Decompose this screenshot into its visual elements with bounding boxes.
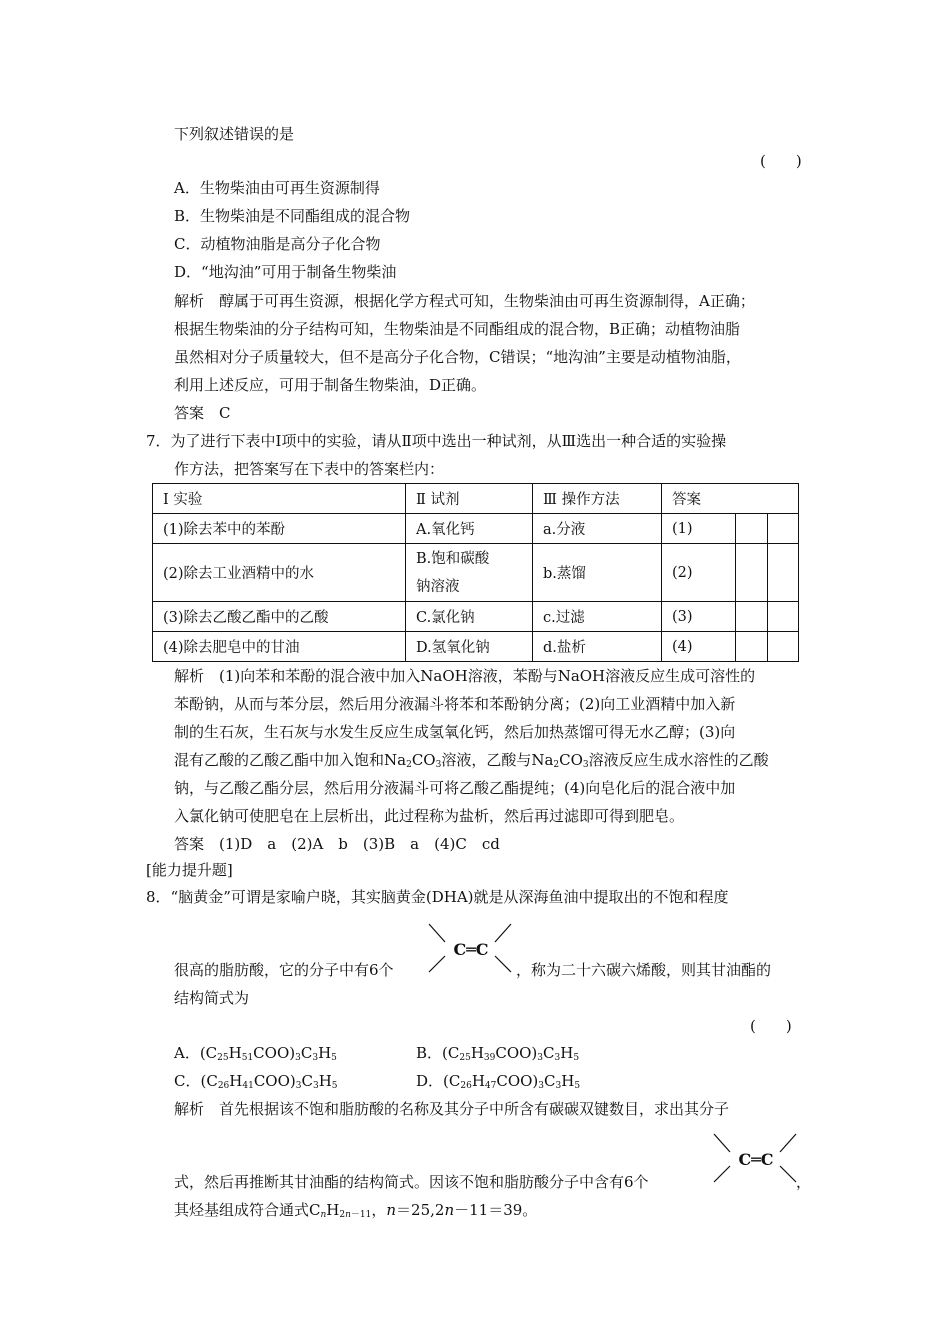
- table-cell: D.氢氧化钠: [406, 632, 533, 662]
- subscript: 3: [295, 1053, 301, 1063]
- subscript: 3: [312, 1053, 319, 1063]
- italic-n: n: [345, 1210, 351, 1220]
- text-run: 2: [339, 1210, 346, 1220]
- text-run: ，: [371, 1201, 387, 1219]
- text-run: C: [300, 1044, 313, 1062]
- subscript: 39: [483, 1053, 496, 1063]
- text-run: H: [471, 1072, 485, 1090]
- q7-stem-line2: 作方法，把答案写在下表中的答案栏内：: [174, 460, 445, 478]
- text-run: COO): [495, 1044, 538, 1062]
- italic-n: n: [386, 1201, 397, 1219]
- table-row: [153, 544, 799, 602]
- q7-analysis-line: 苯酚钠，从而与苯分层，然后用分液漏斗将苯和苯酚钠分离；(2)向工业酒精中加入新: [174, 695, 736, 713]
- subscript: 3: [554, 1053, 561, 1063]
- table-cell: (4): [662, 632, 736, 662]
- subscript: 5: [331, 1053, 337, 1063]
- q7-answer: 答案 (1)D a (2)A b (3)B a (4)C cd: [174, 835, 500, 853]
- subscript: 41: [242, 1081, 254, 1091]
- table-header-cell: Ⅱ 试剂: [406, 484, 533, 514]
- text-run: H: [228, 1044, 242, 1062]
- table-cell: a.分液: [533, 514, 662, 544]
- q7-stem-line1: 7．为了进行下表中Ⅰ项中的实验，请从Ⅱ项中选出一种试剂，从Ⅲ选出一种合适的实验操: [146, 432, 727, 450]
- subscript: 3: [537, 1053, 544, 1063]
- text-run: H: [229, 1072, 243, 1090]
- text-run: C: [301, 1072, 313, 1090]
- subscript: 2: [406, 760, 412, 770]
- q8-option-d: [416, 1071, 580, 1096]
- q8-analysis-line: 解析 首先根据该不饱和脂肪酸的名称及其分子中所含有碳碳双键数目，求出其分子: [174, 1100, 730, 1118]
- subscript: 3: [435, 760, 442, 770]
- q8-analysis-line: 式，然后再推断其甘油酯的结构简式。因该不饱和脂肪酸分子中含有6个: [174, 1173, 649, 1191]
- table-cell: A.氧化钙: [406, 514, 533, 544]
- answer-blank-cell[interactable]: [767, 602, 798, 632]
- text-run: COO): [253, 1072, 296, 1090]
- subscript: 25: [217, 1053, 229, 1063]
- q7-analysis-line: 入氯化钠可使肥皂在上层析出，此过程称为盐析，然后再过滤即可得到肥皂。: [174, 807, 685, 825]
- q7-analysis-line: 钠，与乙酸乙酯分层，然后用分液漏斗可将乙酸乙酯提纯；(4)向皂化后的混合液中加: [174, 779, 736, 797]
- answer-blank-cell[interactable]: [736, 602, 767, 632]
- cc-label: C═C: [738, 1150, 774, 1169]
- subscript: 5: [574, 1081, 581, 1091]
- text-run: ＝25,2: [396, 1201, 445, 1219]
- text-run: 其烃基组成符合通式C: [174, 1201, 321, 1219]
- subscript: 3: [582, 760, 589, 770]
- subscript: 5: [331, 1081, 338, 1091]
- q6-answer: 答案 C: [174, 404, 231, 422]
- q8-stem-line2a: 很高的脂肪酸，它的分子中有6个: [174, 961, 394, 979]
- q7-analysis-line: 解析 (1)向苯和苯酚的混合液中加入NaOH溶液，苯酚与NaOH溶液反应生成可溶性的: [174, 667, 756, 685]
- cc-double-bond-structure: [425, 920, 515, 980]
- text-run: A．(C: [174, 1044, 218, 1062]
- table-cell: (2)除去工业酒精中的水: [153, 544, 406, 602]
- answer-blank-cell[interactable]: [736, 514, 767, 544]
- italic-n: n: [320, 1210, 327, 1220]
- q6-option-b: B．生物柴油是不同酯组成的混合物: [174, 207, 411, 225]
- text-run: 溶液，乙酸与Na: [441, 751, 554, 769]
- text-run: B．(C: [416, 1044, 460, 1062]
- subscript: 51: [241, 1053, 254, 1063]
- subscript: 25: [459, 1053, 471, 1063]
- text-run: H: [318, 1044, 332, 1062]
- table-cell: (3)除去乙酸乙酯中的乙酸: [153, 602, 406, 632]
- text-run: H: [560, 1044, 574, 1062]
- q8-option-a: [174, 1043, 337, 1068]
- q7-analysis-line: 制的生石灰，生石灰与水发生反应生成氢氧化钙，然后加热蒸馏可得无水乙醇；(3)向: [174, 723, 736, 741]
- q8-analysis-line: [174, 1200, 537, 1225]
- table-cell: (3): [662, 602, 736, 632]
- q6-analysis-line: 解析 醇属于可再生资源，根据化学方程式可知，生物柴油由可再生资源制得，A正确；: [174, 292, 755, 310]
- q8-answer-paren: ( ): [750, 1017, 792, 1035]
- q6-option-a: A．生物柴油由可再生资源制得: [174, 179, 380, 197]
- cc-double-bond-structure: [710, 1130, 800, 1190]
- text-run: COO): [253, 1044, 296, 1062]
- q6-analysis-line: 根据生物柴油的分子结构可知，生物柴油是不同酯组成的混合物，B正确；动植物油脂: [174, 320, 741, 338]
- text-run: －11: [350, 1210, 372, 1220]
- table-cell: (4)除去肥皂中的甘油: [153, 632, 406, 662]
- text-run: H: [561, 1072, 575, 1090]
- table-row: [153, 602, 799, 632]
- table-row: [153, 632, 799, 662]
- text-run: H: [470, 1044, 484, 1062]
- italic-n: n: [444, 1201, 455, 1219]
- subscript: 26: [217, 1081, 230, 1091]
- q8-stem-line3: 结构简式为: [174, 989, 250, 1007]
- section-heading: [能力提升题]: [146, 861, 233, 879]
- q6-analysis-line: 利用上述反应，可用于制备生物柴油，D正确。: [174, 376, 487, 394]
- q8-analysis-comma: ，: [796, 1173, 812, 1191]
- q8-option-c: [174, 1071, 338, 1096]
- table-cell: (1): [662, 514, 736, 544]
- experiment-table: [152, 483, 799, 662]
- reagent-b-line2: 钠溶液: [416, 578, 460, 595]
- answer-blank-cell[interactable]: [767, 632, 798, 662]
- q8-stem-line1: 8．“脑黄金”可谓是家喻户晓，其实脑黄金(DHA)就是从深海鱼油中提取出的不饱和程度: [146, 888, 729, 906]
- answer-blank-cell[interactable]: [767, 514, 798, 544]
- q6-answer-paren: ( ): [760, 152, 802, 170]
- table-header-cell: 答案: [662, 484, 799, 514]
- q7-analysis-line: [174, 750, 769, 775]
- subscript: 2: [553, 760, 560, 770]
- text-run: H: [326, 1201, 340, 1219]
- text-run: 溶液反应生成水溶性的乙酸: [588, 751, 769, 769]
- q6-analysis-line: 虽然相对分子质量较大，但不是高分子化合物，C错误；“地沟油”主要是动植物油脂，: [174, 348, 741, 366]
- text-run: H: [318, 1072, 332, 1090]
- text-run: CO: [559, 751, 583, 769]
- table-cell: b.蒸馏: [533, 544, 662, 602]
- table-cell: (1)除去苯中的苯酚: [153, 514, 406, 544]
- text-run: CO: [411, 751, 436, 769]
- answer-blank-cell[interactable]: [767, 544, 798, 602]
- text-run: C．(C: [174, 1072, 218, 1090]
- subscript: 3: [538, 1081, 545, 1091]
- q8-option-b: [416, 1043, 579, 1068]
- reagent-b-line1: B.饱和碳酸: [416, 550, 490, 567]
- answer-blank-cell[interactable]: [736, 632, 767, 662]
- text-run: －11＝39。: [454, 1201, 538, 1219]
- table-cell-reagent-b: [406, 544, 533, 602]
- table-cell: C.氯化钠: [406, 602, 533, 632]
- q6-option-d: D．“地沟油”可用于制备生物柴油: [174, 263, 397, 281]
- table-cell: d.盐析: [533, 632, 662, 662]
- subscript: 3: [555, 1081, 562, 1091]
- cc-label: C═C: [453, 940, 489, 959]
- q8-stem-line2b: ，称为二十六碳六烯酸，则其甘油酯的: [516, 961, 772, 979]
- text-run: C: [544, 1072, 556, 1090]
- subscript: 26: [460, 1081, 472, 1091]
- subscript: 47: [484, 1081, 497, 1091]
- subscript: [339, 1210, 371, 1220]
- q6-stem: 下列叙述错误的是: [174, 125, 295, 143]
- text-run: COO): [496, 1072, 539, 1090]
- table-header-cell: Ⅲ 操作方法: [533, 484, 662, 514]
- text-run: C: [543, 1044, 555, 1062]
- subscript: 3: [295, 1081, 302, 1091]
- table-cell: (2): [662, 544, 736, 602]
- table-row: [153, 514, 799, 544]
- table-header-row: [153, 484, 799, 514]
- text-run: D．(C: [416, 1072, 461, 1090]
- table-header-cell: Ⅰ 实验: [153, 484, 406, 514]
- text-run: 混有乙酸的乙酸乙酯中加入饱和Na: [174, 751, 407, 769]
- subscript: 3: [312, 1081, 319, 1091]
- table-cell: c.过滤: [533, 602, 662, 632]
- q6-option-c: C．动植物油脂是高分子化合物: [174, 235, 381, 253]
- answer-blank-cell[interactable]: [736, 544, 767, 602]
- subscript: 5: [573, 1053, 580, 1063]
